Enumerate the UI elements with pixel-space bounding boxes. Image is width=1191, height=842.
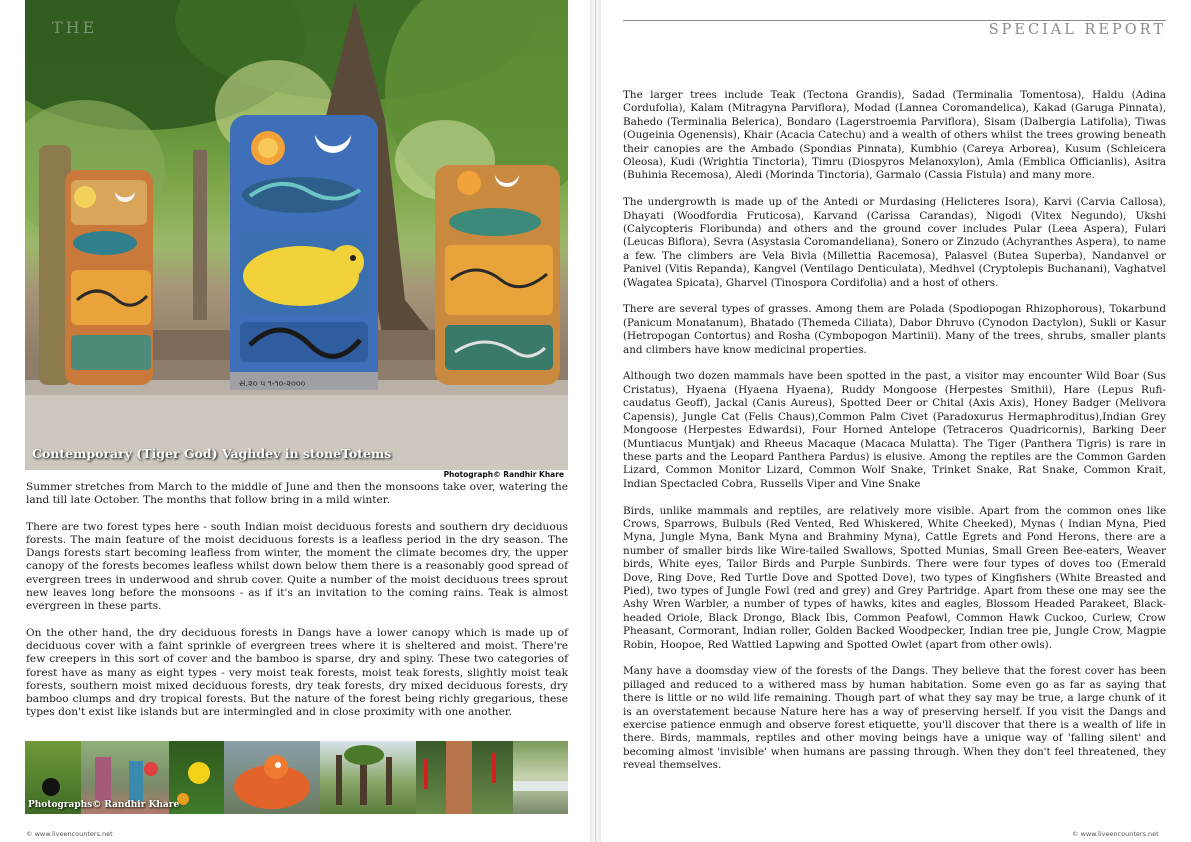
hero-illustration (25, 0, 568, 470)
thumbnails-caption: Photographs© Randhir Khare (28, 800, 180, 810)
left-totem (39, 145, 153, 385)
right-paragraph-5: Birds, unlike mammals and reptiles, are relatively more visible. Apart from the common ones like Crows, Sparrows, Bulbuls (Red Vented, Red Whiskered, White Cheeked), Mynas ( Indian Myna, Pied Myna, Jungle Myna, Bank Myna and Brahminy Myna), Cattle Egrets and Pond Herons, there are a number of smaller birds like Wire-tailed Swallows, Spotted Munias, Small Green Bee-eaters, Weaver birds, White eyes, Tailor Birds and Purple Sunbirds. There were four types of doves too (Emerald Dove, Ring Dove, Red Turtle Dove and Spotted Dove), two types of Kingfishers (White Breasted and Pied), two types of Jungle Fowl (red and grey) and Grey Partridge. Apart from these one may see the Ashy Wren Warbler, a number of types of hawks, kites and eagles, Blossom Headed Parakeet, Black-headed Oriole, Black Drongo, Black Ibis, Common Peafowl, Common Hawk Cuckoo, Curlew, Crow Pheasant, Cormorant, Indian roller, Golden Backed Woodpecker, Indian tree pie, Jungle Crow, Magpie Robin, Hoopoe, Red Wattled Lapwing and Spotted Owlet (apart from other owls). (623, 504, 1166, 651)
thumbnail-6 (416, 741, 513, 814)
hero-credit: Photograph© Randhir Khare (443, 470, 564, 479)
thumbnail-strip (25, 741, 568, 814)
left-column-text (26, 481, 568, 733)
left-paragraph-1: Summer stretches from March to the middle of June and then the monsoons take over, watering the land till late October. The months that follow bring in a mild winter. (26, 481, 568, 507)
right-column-text (623, 89, 1166, 786)
thumbnail-7 (513, 741, 568, 814)
right-paragraph-3: There are several types of grasses. Among them are Polada (Spodiopogan Rhizophorous), Tokarbund (Panicum Monatanum), Bhatado (Themeda Ciliata), Dabor Dhruvo (Cynodon Dactylon), Sukli or Kasur (Hetropogan Contortus) and Rosha (Cymbopogon Martinii). Many of the trees, shrubs, smaller plants and climbers have know medicinal properties. (623, 303, 1166, 356)
header-kicker-left: THE (52, 18, 98, 37)
left-page (0, 0, 590, 842)
right-totem (435, 165, 560, 385)
hero-caption: Contemporary (Tiger God) Vaghdev in stoneTotems (32, 446, 392, 461)
thumbnail-5 (320, 741, 416, 814)
right-paragraph-2: The undergrowth is made up of the Antedi or Murdasing (Helicteres Isora), Karvi (Carvia Callosa), Dhayati (Woodfordia Fruticosa), Karvand (Carissa Carandas), Nigodi (Vitex Negundo), Ukshi (Calycopteris Floribunda) and others and the ground cover includes Pular (Leea Aspera), Fulari (Leucas Biflora), Sevra (Asystasia Coromandeliana), Sonero or Zinzudo (Achyranthes Aspera), to name a few. The climbers are Vela Bivla (Millettia Racemosa), Palasvel (Butea Superba), Nandanvel or Panivel (Vitis Repanda), Kangvel (Ventilago Denticulata), Medhvel (Cryptolepis Buchanani), Vaghatvel (Wagatea Spicata), Gharvel (Tinospora Cordifolia) and a host of others. (623, 196, 1166, 289)
left-paragraph-2: There are two forest types here - south Indian moist deciduous forests and southern dry deciduous forests. The main feature of the moist deciduous forests is a leafless period in the dry season. The Dangs forests start becoming leafless from winter, the moment the climate becomes dry, the upper canopy of the forests becomes leafless whilst down below them there is a reasonably good spread of evergreen trees in underwood and shrub cover. Quite a number of the moist deciduous trees sprout new leaves long before the monsoons - as if it's an invitation to the coming rains. Teak is almost evergreen in these parts. (26, 520, 568, 613)
right-paragraph-6: Many have a doomsday view of the forests of the Dangs. They believe that the forest cover has been pillaged and reduced to a withered mass by human habitation. Some even go as far as saying that there is little or no wild life remaining. Though part of what they say may be true, a large chunk of it is an overstatement because Nature here has a way of preserving herself. If you visit the Dangs and exercise patience enmugh and observe forest etiquette, you'll discover that there is a wealth of life in there. Birds, mammals, reptiles and other moving beings have a unique way of 'falling silent' and becoming almost 'invisible' when humans are passing through. When they don't feel threatened, they reveal themselves. (623, 665, 1166, 772)
section-title: SPECIAL REPORT (988, 22, 1166, 38)
hero-photo (25, 0, 568, 470)
center-totem (230, 115, 378, 390)
header-rule (623, 20, 1166, 21)
thumbnail-4 (224, 741, 320, 814)
stone-inscription: સં.૨૦ ૫ ૧-૧૦-૨૦૦૦ (239, 379, 306, 388)
footer-left: © www.liveencounters.net (26, 830, 113, 838)
page-gutter (590, 0, 601, 842)
right-paragraph-4: Although two dozen mammals have been spotted in the past, a visitor may encounter Wild Boar (Sus Cristatus), Hyaena (Hyaena Hyaena), Ruddy Mongoose (Herpestes Smithii), Hare (Lepus Rufi-caudatus Geoff), Jackal (Canis Aureus), Spotted Deer or Chital (Axis Axis), Honey Badger (Melivora Capensis), Jungle Cat (Felis Chaus),Common Palm Civet (Paradoxurus Hermaphroditus),Indian Grey Mongoose (Herpestes Edwardsi), Four Horned Antelope (Tetraceros Quadricornis), Barking Deer (Muntiacus Muntjak) and Rheeus Macaque (Macaca Mulatta). The Tiger (Panthera Tigris) is rare in these parts and the Leopard Panthera Pardus) is elusive. Among the reptiles are the Common Garden Lizard, Common Monitor Lizard, Common Wolf Snake, Trinket Snake, Rat Snake, Common Krait, Indian Spectacled Cobra, Russells Viper and Vine Snake (623, 370, 1166, 490)
footer-right: © www.liveencounters.net (1072, 830, 1159, 838)
left-paragraph-3: On the other hand, the dry deciduous forests in Dangs have a lower canopy which is made up of deciduous cover with a faint sprinkle of evergreen trees where it is sheltered and moist. There're few creepers in this sort of cover and the bamboo is sparse, dry and spiny. These two categories of forest have as many as eight types - very moist teak forests, moist teak forests, slightly moist teak forests, southern moist mixed deciduous forests, dry teak forests, dry mixed deciduous forests, dry bamboo clumps and dry tropical forests. But the nature of the forest being richly gregarious, these types don't exist like islands but are intermingled and in close proximity with one another. (26, 626, 568, 719)
right-paragraph-1: The larger trees include Teak (Tectona Grandis), Sadad (Terminalia Tomentosa), Haldu (Adina Cordufolia), Kalam (Mitragyna Parviflora), Modad (Lannea Coromandelica), Kakad (Garuga Pinnata), Bahedo (Terminalia Belerica), Bondaro (Lagerstroemia Parviflora), Sisam (Dalbergia Latifolia), Tiwas (Ougeinia Ogenensis), Khair (Acacia Catechu) and a wealth of others whilst the trees growing beneath their canopies are the Ambado (Spondias Pinnata), Kumbhio (Careya Arborea), Kusum (Schleicera Oleosa), Kudi (Wrightia Tinctoria), Timru (Diospyros Melanoxylon), Amla (Emblica Officianlis), Asitra (Buhinia Recemosa), Aledi (Morinda Tinctoria), Garmalo (Cassia Fistula) and many more. (623, 89, 1166, 182)
